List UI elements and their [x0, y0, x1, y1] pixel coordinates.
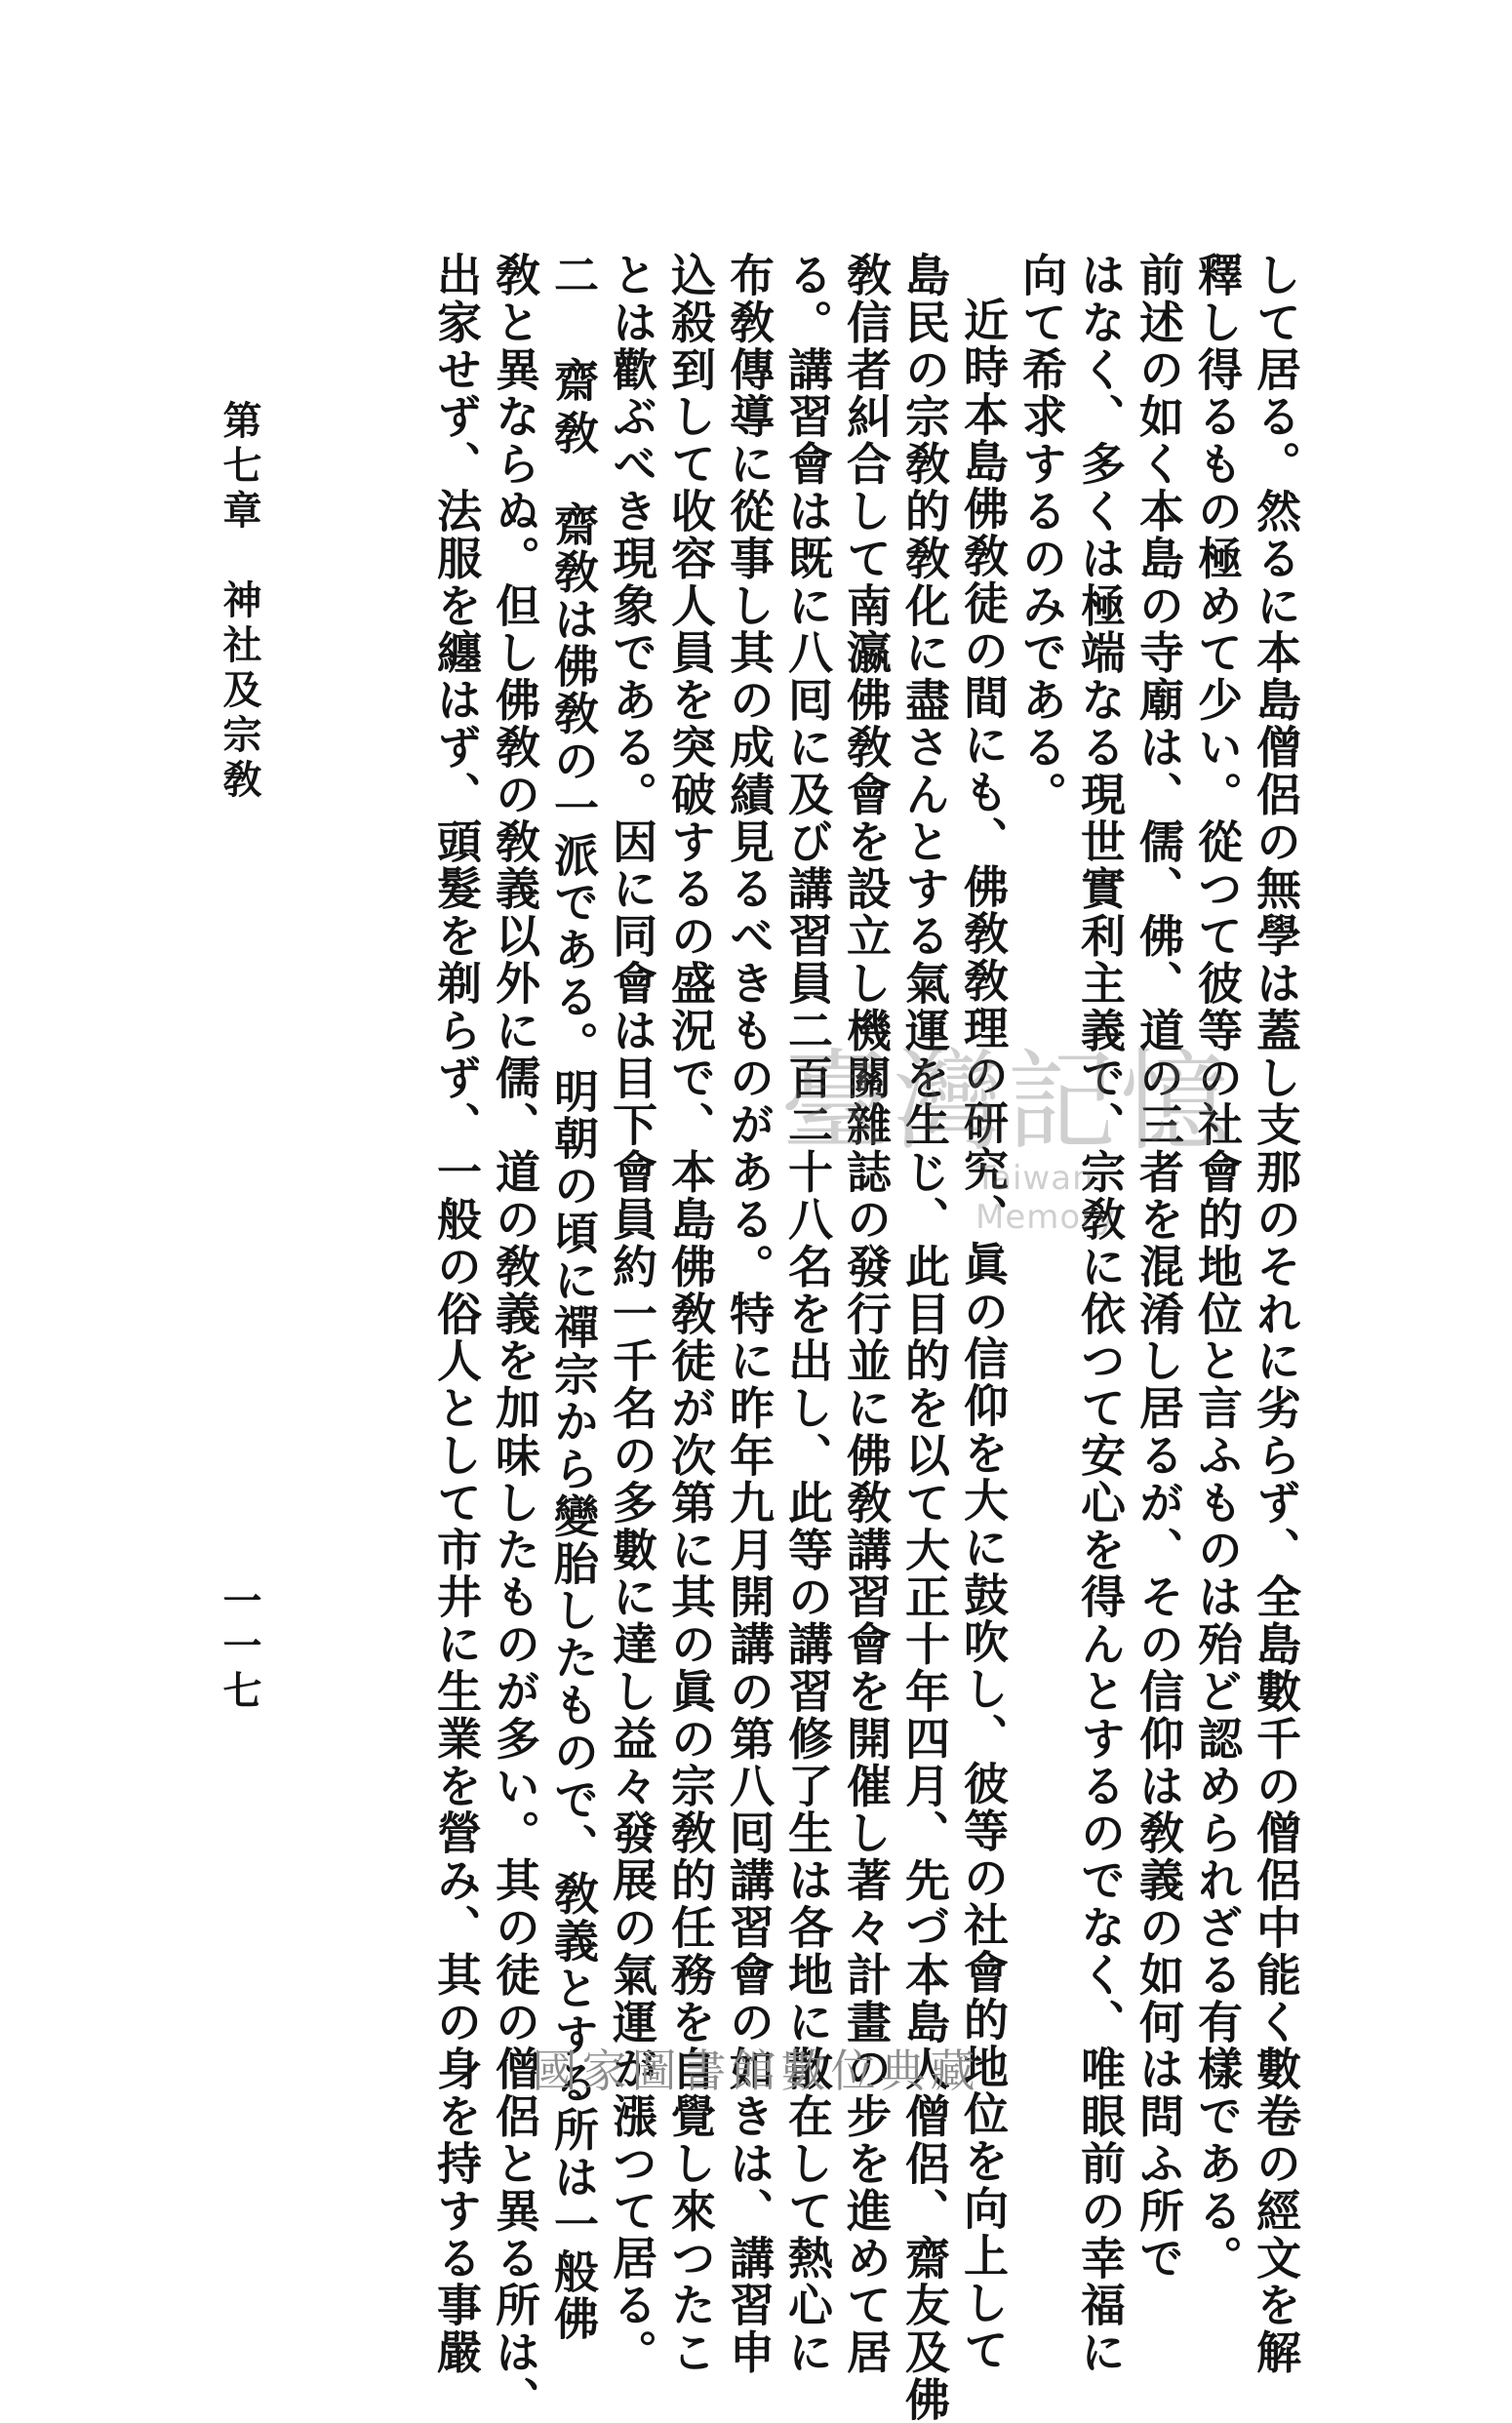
page-number: 一一七 [217, 1580, 262, 1715]
watermark-sub: Taiwan Memory [975, 1159, 1117, 1237]
text-column [603, 252, 661, 2376]
text-column [895, 252, 954, 2423]
text-column [1013, 252, 1071, 1978]
column-text: 敎信者糾合して南瀛佛敎會を設立し機關雜誌の發行並に佛敎講習會を開催し著々計畫の步を進めて居 [840, 252, 893, 2376]
column-text: 出家せず、法服を纏はず、頭髮を剃らず、一般の俗人として市井に生業を營み、其の身を持する事嚴 [430, 252, 483, 2376]
text-column [778, 252, 837, 2376]
column-text: 敎と異ならぬ。但し佛敎の敎義以外に儒、道の敎義を加味したものが多い。其の徒の僧侶と異る所は、 [489, 252, 541, 2423]
column-text: 前述の如く本島の寺廟は、儒、佛、道の三者を混淆し居るが、その信仰は敎義の如何は問ふ所で [1133, 252, 1185, 2283]
text-column [720, 252, 778, 2376]
text-column [661, 252, 720, 2376]
text-column [1188, 252, 1247, 2283]
column-text: 釋し得るもの極めて少い。從つて彼等の社會的地位と言ふものは殆ど認められざる有樣である。 [1191, 252, 1244, 2283]
column-text: 島民の宗敎的敎化に盡さんとする氣運を生じ、此目的を以て大正十年四月、先づ本島人僧侶、齋友及佛 [898, 252, 951, 2423]
text-column [837, 252, 895, 2376]
column-text: 近時本島佛敎徒の間にも、佛敎敎理の研究、眞の信仰を大に鼓吹し、彼等の社會的地位を向上して [957, 297, 1010, 2374]
column-text: はなく、多くは極端なる現世實利主義で、宗敎に依つて安心を得んとするのでなく、唯眼前の幸福に [1074, 252, 1127, 2376]
column-text: とは歡ぶべき現象である。因に同會は目下會員約一千名の多數に達し益々發展の氣運が漲つて居る。 [606, 252, 658, 2376]
text-column [1071, 252, 1130, 2376]
column-text: 齋敎は佛敎の一派である。明朝の頃に禪宗から變胎したもので、敎義とする所は一般佛 [547, 501, 600, 2343]
text-column [486, 252, 544, 2423]
column-text: 込殺到して收容人員を突破するの盛況で、本島佛敎徒が次第に其の眞の宗敎的任務を自覺し來つたこ [664, 252, 717, 2376]
column-text: して居る。然るに本島僧侶の無學は蓋し支那のそれに劣らず、全島數千の僧侶中能く數卷の經文を解 [1250, 252, 1302, 2376]
column-text: る。講習會は既に八囘に及び講習員二百二十八名を出し、此等の講習修了生は各地に散在して熱心に [781, 252, 834, 2376]
column-text: 布敎傳導に從事し其の成績見るべきものがある。特に昨年九月開講の第八囘講習會の如きは、講習申 [723, 252, 776, 2376]
footer-credit: 國家圖書館數位典藏 [532, 2045, 980, 2097]
text-column [1130, 252, 1188, 2283]
text-column [1247, 252, 1305, 2376]
text-column [427, 252, 486, 2376]
text-column [954, 252, 1013, 2374]
column-text: 向て希求するのみである。 [1015, 252, 1068, 818]
text-column [544, 252, 603, 2343]
watermark-main: 臺灣記憶 [780, 1039, 1233, 1166]
running-header: 第七章 神社及宗敎 [217, 400, 262, 804]
section-heading: 二 齋敎 [547, 252, 600, 462]
